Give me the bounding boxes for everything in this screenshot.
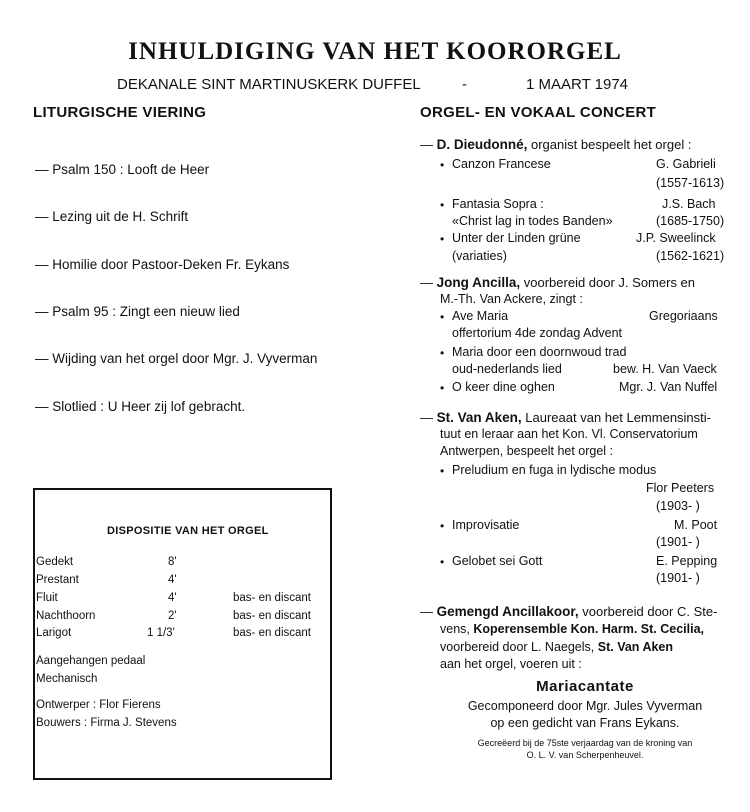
venue-text: DEKANALE SINT MARTINUSKERK DUFFEL — [117, 76, 421, 93]
register-size: 8' — [168, 556, 177, 568]
concert-heading: ORGEL- EN VOKAAL CONCERT — [420, 104, 657, 121]
piece-title-2: offertorium 4de zondag Advent — [452, 326, 623, 340]
piece-title: Gelobet sei Gott — [452, 554, 543, 568]
piece-title: Preludium en fuga in lydische modus — [452, 463, 657, 477]
bullet: • — [440, 519, 445, 533]
bullet: • — [440, 464, 445, 478]
performer-desc-3: Antwerpen, bespeelt het orgel : — [440, 444, 614, 458]
performer-desc: voorbereid door L. Naegels, — [440, 640, 595, 654]
register-size: 4' — [168, 574, 177, 586]
performer-desc: Laureaat van het Lemmensinsti- — [525, 410, 711, 425]
mechanics-text: Mechanisch — [36, 673, 98, 685]
bullet: • — [440, 310, 445, 324]
bullet: • — [440, 232, 445, 246]
register-name: Larigot — [36, 627, 72, 639]
piece-composer: J.S. Bach — [662, 197, 716, 211]
piece-years: (1685-1750) — [656, 214, 725, 228]
performer-line — [420, 604, 717, 619]
bullet: • — [440, 381, 445, 395]
finale-line-1: Gecomponeerd door Mgr. Jules Vyverman — [467, 699, 703, 713]
designer-text: Ontwerper : Flor Fierens — [36, 699, 161, 711]
piece-composer: M. Poot — [674, 518, 718, 532]
performer-name: Jong Ancilla, — [436, 275, 521, 290]
bullet: • — [440, 346, 445, 360]
piece-composer: E. Pepping — [656, 554, 718, 568]
performer-desc-4: aan het orgel, voeren uit : — [440, 657, 582, 671]
dispositie-box — [33, 488, 332, 780]
date-text: 1 MAART 1974 — [526, 76, 629, 93]
register-note: bas- en discant — [233, 610, 311, 622]
piece-composer: bew. H. Van Vaeck — [613, 362, 717, 376]
register-name: Fluit — [36, 592, 58, 604]
performer-name: D. Dieudonné, — [436, 137, 528, 152]
register-note: bas- en discant — [233, 627, 311, 639]
performer-name: St. Van Aken, — [436, 410, 522, 425]
liturgy-item: — Psalm 95 : Zingt een nieuw lied — [35, 304, 240, 319]
finale-line-2: op een gedicht van Frans Eykans. — [490, 716, 680, 730]
performer-line — [420, 137, 691, 152]
piece-title-2: «Christ lag in todes Banden» — [452, 214, 613, 228]
finale-note-1: Gecreëerd bij de 75ste verjaardag van de kroning van — [477, 738, 693, 748]
separator-dash: - — [462, 76, 467, 93]
performer-desc-2: tuut en leraar aan het Kon. Vl. Conservatorium — [440, 427, 698, 441]
piece-title: Ave Maria — [452, 309, 509, 323]
performer-line — [420, 410, 711, 425]
piece-composer: Flor Peeters — [646, 481, 715, 495]
builders-text: Bouwers : Firma J. Stevens — [36, 717, 177, 729]
dash: — — [420, 604, 433, 619]
piece-title: O keer dine oghen — [452, 380, 555, 394]
piece-years: (1562-1621) — [656, 249, 725, 263]
dispositie-title: DISPOSITIE VAN HET ORGEL — [107, 525, 269, 537]
performer-name: Gemengd Ancillakoor, — [436, 604, 579, 619]
dash: — — [420, 275, 433, 290]
liturgy-item: — Homilie door Pastoor-Deken Fr. Eykans — [35, 257, 290, 272]
register-name: Prestant — [36, 574, 79, 586]
bullet: • — [440, 555, 445, 569]
register-name: Gedekt — [36, 556, 74, 568]
performer-line-2 — [440, 622, 704, 636]
performer-name: Koperensemble Kon. Harm. St. Cecilia, — [473, 622, 704, 636]
piece-title: Canzon Francese — [452, 157, 551, 171]
piece-title-2: oud-nederlands lied — [452, 362, 562, 376]
finale-title: Mariacantate — [536, 678, 634, 695]
piece-title: Unter der Linden grüne — [452, 231, 581, 245]
register-size: 4' — [168, 592, 177, 604]
pedal-text: Aangehangen pedaal — [36, 655, 146, 667]
piece-composer: Mgr. J. Van Nuffel — [619, 380, 718, 394]
piece-years: (1901- ) — [656, 571, 700, 585]
performer-desc: vens, — [440, 622, 470, 636]
piece-composer: G. Gabrieli — [656, 157, 716, 171]
dash: — — [420, 410, 433, 425]
piece-composer: Gregoriaans — [649, 309, 718, 323]
performer-desc: voorbereid door C. Ste- — [582, 604, 718, 619]
piece-title: Improvisatie — [452, 518, 520, 532]
liturgy-heading: LITURGISCHE VIERING — [33, 104, 207, 121]
piece-composer: J.P. Sweelinck — [636, 231, 716, 245]
piece-title: Fantasia Sopra : — [452, 197, 544, 211]
finale-note-2: O. L. V. van Scherpenheuvel. — [526, 750, 644, 760]
dash: — — [420, 137, 433, 152]
performer-desc: organist bespeelt het orgel : — [531, 137, 692, 152]
register-name: Nachthoorn — [36, 610, 96, 622]
register-size: 1 1/3' — [147, 627, 175, 639]
piece-years: (1901- ) — [656, 535, 700, 549]
liturgy-item: — Slotlied : U Heer zij lof gebracht. — [35, 399, 246, 414]
performer-line-3 — [440, 640, 673, 654]
piece-years: (1903- ) — [656, 499, 700, 513]
register-note: bas- en discant — [233, 592, 311, 604]
performer-desc: voorbereid door J. Somers en — [523, 275, 696, 290]
performer-line — [420, 275, 695, 290]
liturgy-item: — Wijding van het orgel door Mgr. J. Vyverman — [35, 351, 318, 366]
liturgy-item: — Psalm 150 : Looft de Heer — [35, 162, 210, 177]
performer-desc-2: M.-Th. Van Ackere, zingt : — [440, 292, 583, 306]
bullet: • — [440, 198, 445, 212]
bullet: • — [440, 158, 445, 172]
piece-years: (1557-1613) — [656, 176, 725, 190]
piece-title-2: (variaties) — [452, 249, 507, 263]
register-size: 2' — [168, 610, 177, 622]
performer-name: St. Van Aken — [597, 640, 674, 654]
piece-title: Maria door een doornwoud trad — [452, 345, 627, 359]
page-title: INHULDIGING VAN HET KOORORGEL — [128, 38, 622, 65]
liturgy-item: — Lezing uit de H. Schrift — [35, 209, 189, 224]
